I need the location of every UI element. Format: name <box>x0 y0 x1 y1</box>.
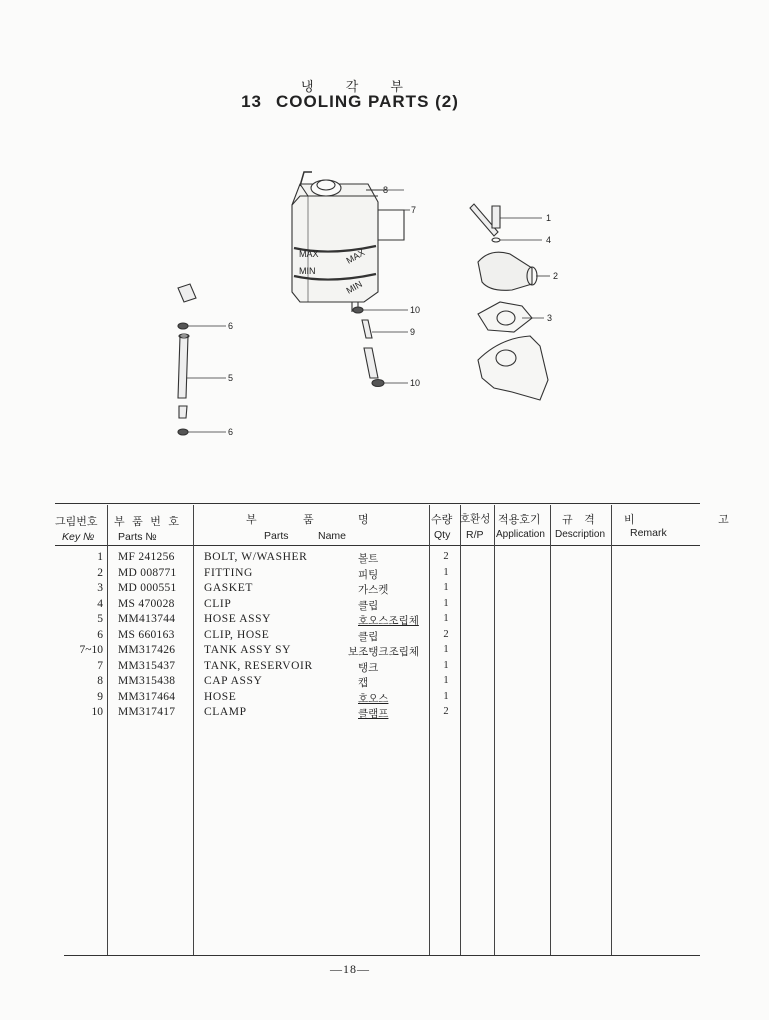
callout-7: 7 <box>411 205 417 215</box>
header-parts-name-ko-2: 품 <box>303 513 314 526</box>
header-parts-name-ko-3: 명 <box>358 513 369 526</box>
key-cell: 2 <box>97 566 103 579</box>
callout-2: 2 <box>553 271 559 281</box>
reservoir-tank-drawing <box>292 172 378 312</box>
header-application-en: Application <box>496 529 545 540</box>
part-name-cell: FITTING <box>204 566 253 579</box>
part-name-ko-cell: 호오스조립체 <box>358 615 419 627</box>
part-name-cell: CAP ASSY <box>204 675 263 687</box>
part-name-ko-cell: 클립 <box>358 599 379 612</box>
header-description-en: Description <box>555 529 606 540</box>
col-divider <box>550 505 551 955</box>
col-divider <box>460 505 461 955</box>
callout-3: 3 <box>547 313 553 323</box>
key-cell: 9 <box>97 690 103 703</box>
part-name-cell: CLAMP <box>204 706 247 718</box>
header-rp-ko: 호환성 <box>460 513 491 525</box>
callout-10-top: 10 <box>410 305 421 315</box>
part-number-cell: MS 660163 <box>118 628 175 641</box>
header-rp-en: R/P <box>466 529 484 541</box>
table-bottom-rule <box>64 955 700 956</box>
section-title: COOLING PARTS (2) <box>276 92 459 111</box>
table-header-rule <box>55 545 700 546</box>
tank-label-min: MIN <box>299 266 316 276</box>
header-parts-name-en-1: Parts <box>264 530 289 542</box>
header-application-ko: 적용호기 <box>498 513 541 526</box>
part-number-cell: MD 000551 <box>118 582 177 594</box>
parts-diagram <box>0 140 700 450</box>
part-number-cell: MS 470028 <box>118 597 175 610</box>
qty-cell: 2 <box>443 706 449 717</box>
qty-cell: 2 <box>443 628 449 640</box>
part-name-ko-cell: 가스켓 <box>358 584 389 596</box>
header-parts-name-en-2: Name <box>318 530 347 542</box>
header-qty-en: Qty <box>434 529 451 541</box>
col-divider <box>611 505 612 955</box>
qty-cell: 1 <box>443 566 449 578</box>
qty-cell: 2 <box>443 551 449 562</box>
part-name-cell: CLIP, HOSE <box>204 628 270 641</box>
col-divider <box>193 505 194 955</box>
key-cell: 7~10 <box>79 644 103 656</box>
header-key-ko: 그림번호 <box>55 515 98 528</box>
callout-8: 8 <box>383 185 389 195</box>
key-cell: 4 <box>97 597 103 610</box>
part-name-cell: TANK ASSY SY <box>204 644 292 656</box>
key-cell: 8 <box>97 675 103 687</box>
key-cell: 7 <box>97 659 103 672</box>
col-divider <box>429 505 430 955</box>
part-number-cell: MF 241256 <box>118 551 175 563</box>
callout-10-bottom: 10 <box>410 378 421 388</box>
key-cell: 3 <box>97 582 103 594</box>
part-name-ko-cell: 클립 <box>358 630 379 643</box>
page-title <box>0 92 700 112</box>
header-qty-ko: 수량 <box>431 513 453 526</box>
part-number-cell: MM317464 <box>118 690 176 703</box>
key-cell: 5 <box>97 613 103 625</box>
part-name-cell: HOSE <box>204 690 237 703</box>
part-name-ko-cell: 캡 <box>358 677 369 689</box>
qty-cell: 1 <box>443 675 449 686</box>
callout-6-bottom: 6 <box>228 427 234 437</box>
header-parts-no-ko: 부 품 번 호 <box>114 515 181 528</box>
key-cell: 10 <box>91 706 103 718</box>
header-key-en: Key № <box>62 531 95 543</box>
part-name-cell: GASKET <box>204 582 253 594</box>
part-name-ko-cell: 클램프 <box>358 708 389 720</box>
table-top-rule <box>55 503 700 504</box>
callout-5: 5 <box>228 373 234 383</box>
header-parts-no-en: Parts № <box>118 531 157 543</box>
part-name-ko-cell: 호오스 <box>358 692 389 705</box>
qty-cell: 1 <box>443 690 449 702</box>
part-number-cell: MM317426 <box>118 644 176 656</box>
col-divider <box>494 505 495 955</box>
header-parts-name-ko-1: 부 <box>246 513 257 526</box>
header-remark-ko: 비 고 <box>624 513 769 526</box>
part-number-cell: MD 008771 <box>118 566 177 579</box>
part-name-ko-cell: 탱크 <box>358 661 379 674</box>
part-name-cell: BOLT, W/WASHER <box>204 551 308 563</box>
page-number: —18— <box>330 962 370 976</box>
qty-cell: 1 <box>443 597 449 609</box>
key-cell: 1 <box>97 551 103 563</box>
part-name-ko-cell: 피팅 <box>358 568 379 581</box>
part-name-cell: HOSE ASSY <box>204 613 272 625</box>
header-remark-en: Remark <box>630 527 667 539</box>
qty-cell: 1 <box>443 644 449 655</box>
tank-label-min-side: MIN <box>344 278 364 296</box>
part-name-ko-cell: 볼트 <box>358 553 379 565</box>
part-name-ko-cell: 보조탱크조립체 <box>348 646 420 658</box>
tank-label-max: MAX <box>299 249 319 259</box>
callout-9: 9 <box>410 327 416 337</box>
qty-cell: 1 <box>443 659 449 671</box>
section-number: 13 <box>241 92 262 111</box>
part-number-cell: MM315438 <box>118 675 176 687</box>
part-number-cell: MM413744 <box>118 613 176 625</box>
part-name-cell: CLIP <box>204 597 232 610</box>
part-name-cell: TANK, RESERVOIR <box>204 659 313 672</box>
part-number-cell: MM317417 <box>118 706 176 718</box>
page-title-korean: 냉 각 부 <box>301 80 417 95</box>
tank-label-max-side: MAX <box>344 247 367 266</box>
callout-4: 4 <box>546 235 552 245</box>
callout-6-top: 6 <box>228 321 234 331</box>
part-number-cell: MM315437 <box>118 659 176 672</box>
callout-1: 1 <box>546 213 552 223</box>
key-cell: 6 <box>97 628 103 641</box>
qty-cell: 1 <box>443 613 449 624</box>
qty-cell: 1 <box>443 582 449 593</box>
col-divider <box>107 505 108 955</box>
header-description-ko: 규 격 <box>562 513 599 526</box>
